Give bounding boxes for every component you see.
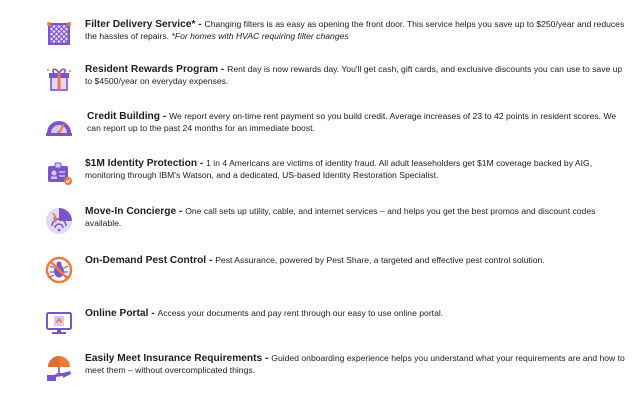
- benefit-title: Move-In Concierge: [85, 206, 177, 217]
- benefit-body: Rent day is now rewards day. You'll get cash, gift cards, and exclusive discounts you can use to save up to $4500/year on everyday expenses.: [85, 64, 623, 86]
- benefit-title: Filter Delivery Service: [85, 19, 192, 30]
- benefit-body: One call sets up utility, cable, and internet services – and helps you get the best promos and discount codes available.: [85, 206, 596, 228]
- benefit-body: Access your documents and pay rent through our easy to use online portal.: [157, 308, 444, 318]
- id-shield-icon: [44, 158, 74, 188]
- benefit-body: Pest Assurance, powered by Pest Share, a targeted and effective pest control solution.: [215, 255, 545, 265]
- separator: -: [262, 353, 272, 364]
- benefit-text: [85, 308, 625, 320]
- filter-icon: [44, 19, 74, 49]
- no-pest-icon: [44, 255, 74, 285]
- benefit-note: *For homes with HVAC requiring filter changes: [171, 30, 349, 41]
- separator: -: [195, 19, 205, 30]
- benefit-text: [85, 158, 625, 181]
- separator: -: [197, 158, 207, 169]
- benefit-body: We report every on-time rent payment so you build credit. Average increases of 23 to 42 points in resident scores. We can report up to the past 24 months for an immediate boost.: [87, 111, 617, 133]
- benefit-body: 1 in 4 Americans are victims of identity fraud. All adult leaseholders get $1M coverage backed by AIG, monitoring through IBM's Watson, and a dedicated, US-based Identity Restoration Specialist.: [85, 158, 593, 180]
- separator: -: [176, 206, 186, 217]
- benefit-text: [85, 206, 625, 229]
- gift-icon: [44, 64, 74, 94]
- gauge-icon: [44, 111, 74, 141]
- benefit-title: On-Demand Pest Control: [85, 255, 207, 266]
- benefit-text: [85, 64, 625, 87]
- monitor-icon: [44, 308, 74, 338]
- benefit-title: Easily Meet Insurance Requirements: [85, 353, 263, 364]
- title-suffix: *: [191, 19, 196, 30]
- separator: -: [206, 255, 216, 266]
- benefit-text: [87, 111, 627, 134]
- benefit-title: Online Portal: [85, 308, 149, 319]
- separator: -: [218, 64, 228, 75]
- benefit-title: $1M Identity Protection: [85, 158, 198, 169]
- benefit-body: Guided onboarding experience helps you understand what your requirements are and how to meet them – without overcomplicated things.: [85, 353, 625, 375]
- separator: -: [148, 308, 158, 319]
- wifi-plug-icon: [44, 206, 74, 236]
- benefit-text: [85, 255, 625, 267]
- benefit-text: [85, 19, 625, 42]
- benefit-title: Credit Building: [87, 111, 161, 122]
- umbrella-hand-icon: [44, 353, 74, 383]
- benefit-body: Changing filters is as easy as opening the front door. This service helps you save up to $250/year and reduces the hassles of repairs.: [85, 19, 625, 41]
- separator: -: [160, 111, 170, 122]
- benefit-text: [85, 353, 625, 376]
- benefit-title: Resident Rewards Program: [85, 64, 219, 75]
